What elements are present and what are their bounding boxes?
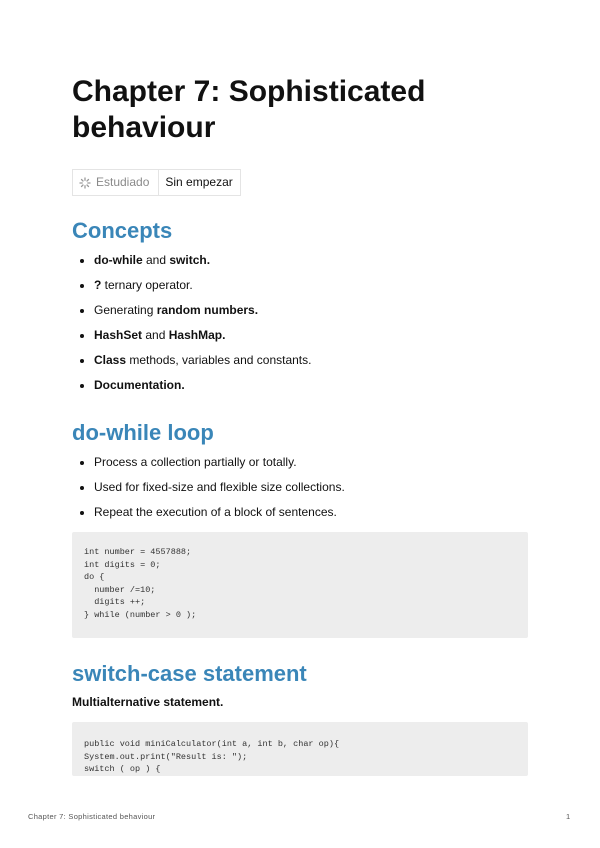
concept-item-text: and — [142, 253, 170, 267]
concept-item-bold-text: random numbers. — [156, 303, 259, 317]
code-line: number /=10; — [84, 584, 156, 595]
switch-subtitle: Multialternative statement. — [72, 695, 224, 709]
footer-title: Chapter 7: Sophisticated behaviour — [28, 812, 156, 821]
concept-item-bold-text: HashSet — [94, 328, 143, 342]
code-block-switch[interactable] — [72, 722, 528, 776]
status-label-text: Estudiado — [96, 175, 150, 189]
concept-item — [72, 253, 311, 268]
code-line: int digits = 0; — [84, 559, 161, 570]
concept-item-text: and — [142, 328, 169, 342]
section-heading-switch: switch-case statement — [72, 661, 307, 686]
do-while-item: Used for fixed-size and flexible size collections. — [72, 480, 345, 495]
concept-item-bold-text: HashMap. — [168, 328, 226, 342]
concept-item — [72, 328, 311, 343]
code-line: System.out.print("Result is: "); — [84, 751, 248, 762]
concept-item — [72, 303, 311, 318]
status-property[interactable] — [72, 169, 241, 196]
concept-item-text: methods, variables and constants. — [126, 353, 312, 367]
do-while-item: Repeat the execution of a block of sentences. — [72, 505, 345, 520]
code-line: int number = 4557888; — [84, 547, 192, 557]
concept-item-bold-text: Class — [94, 353, 127, 367]
concept-item — [72, 278, 311, 293]
concept-item-bold-text: switch. — [169, 253, 211, 267]
concept-item-bold-text: do-while — [94, 253, 143, 267]
footer-page-number: 1 — [566, 812, 571, 821]
code-line: switch ( op ) { — [84, 764, 161, 775]
concept-item — [72, 353, 311, 368]
concept-item-text: ternary operator. — [101, 278, 193, 292]
code-line: public void miniCalculator(int a, int b, char op){ — [84, 739, 340, 749]
concepts-list — [72, 253, 311, 403]
status-value[interactable]: Sin empezar — [165, 175, 233, 189]
concept-item-text: Generating — [94, 303, 157, 317]
concept-item-bold-text: Documentation. — [94, 378, 185, 392]
section-heading-concepts: Concepts — [72, 218, 173, 243]
code-line: } while (number > 0 ); — [84, 609, 197, 620]
status-label — [73, 170, 159, 195]
section-heading-do-while: do-while loop — [72, 420, 214, 445]
code-block-do-while[interactable] — [72, 532, 528, 638]
code-line: do { — [84, 572, 105, 583]
concept-item-bold-text: ? — [94, 278, 102, 292]
loading-spinner-icon — [79, 177, 91, 189]
do-while-item: Process a collection partially or totally. — [72, 455, 345, 470]
code-line: digits ++; — [84, 597, 146, 608]
page-title: Chapter 7: Sophisticated behaviour — [72, 75, 426, 144]
do-while-list — [72, 455, 345, 530]
concept-item — [72, 378, 311, 393]
